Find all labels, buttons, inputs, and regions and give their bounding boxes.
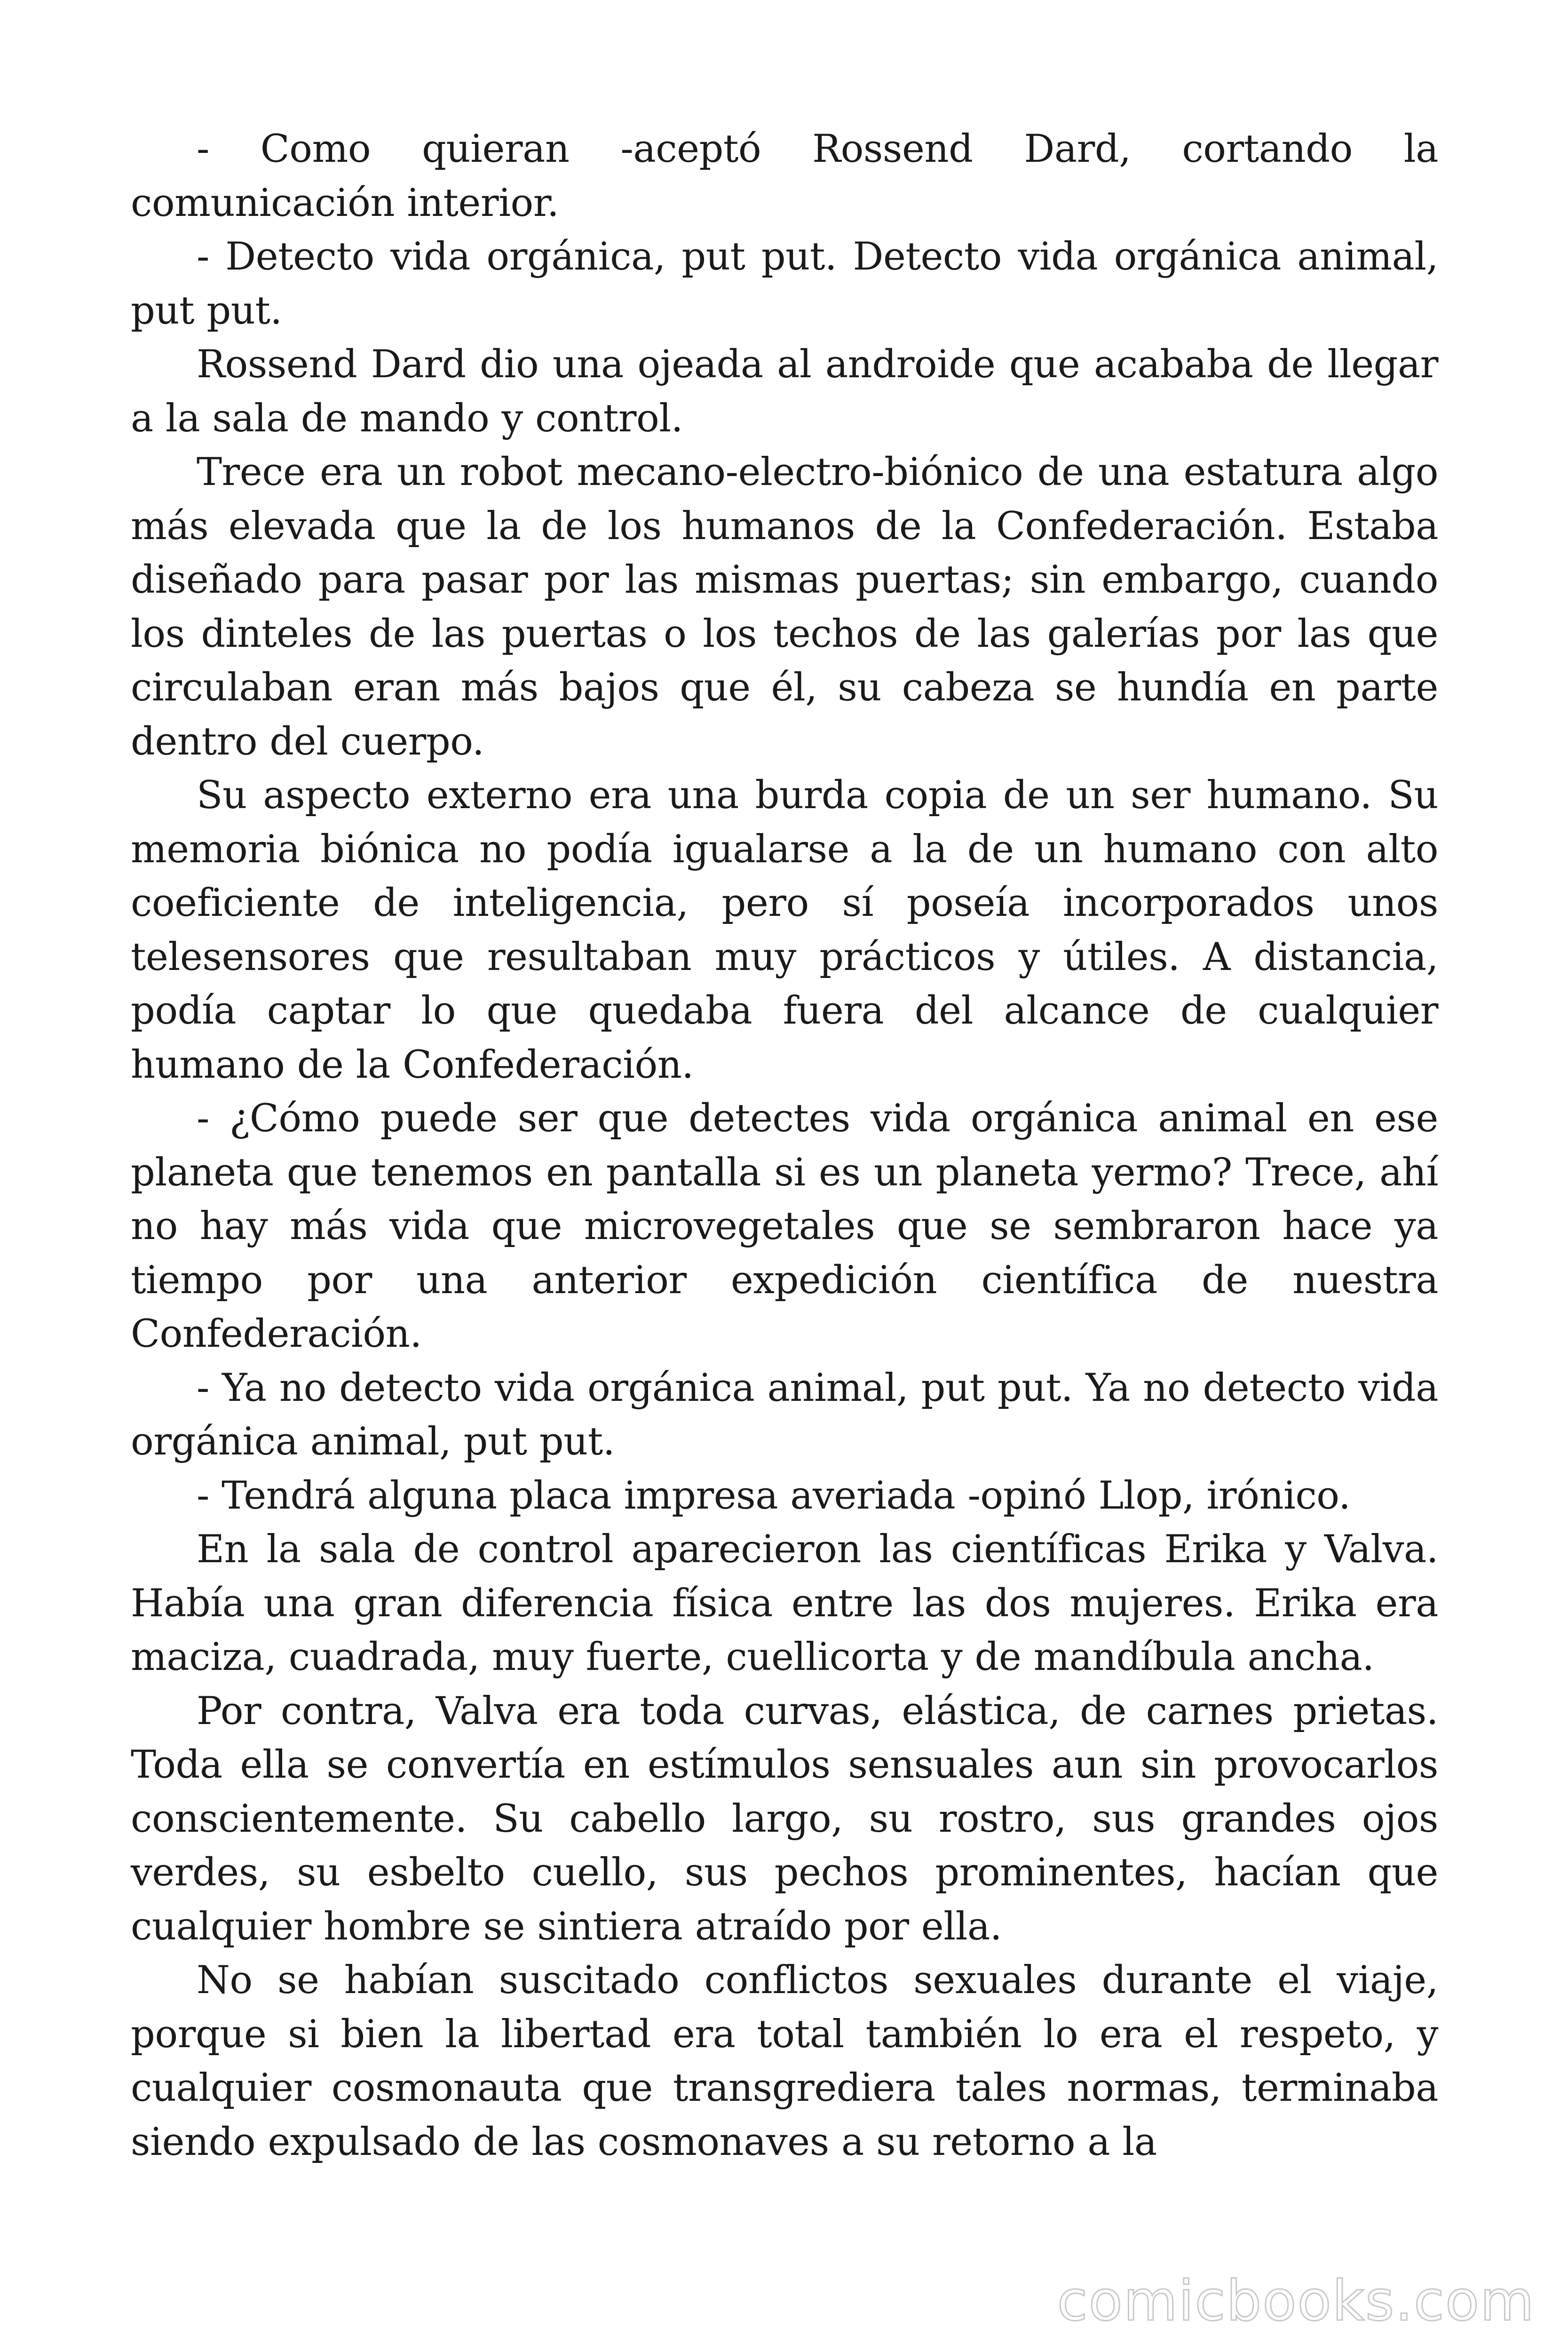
watermark: comicbooks.com xyxy=(1057,2268,1535,2333)
paragraph: - Tendrá alguna placa impresa averiada -opinó Llop, irónico. xyxy=(197,1473,1351,1518)
paragraph: En la sala de control aparecieron las científicas Erika y Valva. Había una gran diferencia física entre las dos mujeres. Erika era maciza, cuadrada, muy fuerte, cuellicorta y de mandíbula ancha. xyxy=(131,1527,1438,1679)
paragraph: Por contra, Valva era toda curvas, elástica, de carnes prietas. Toda ella se convertía en estímulos sensuales aun sin provocarlos conscientemente. Su cabello largo, su rostro, sus grandes ojos verdes, su esbelto cuello, sus pechos prominentes, hacían que cualquier hombre se sintiera atraído por ella. xyxy=(131,1689,1438,1949)
paragraph: Rossend Dard dio una ojeada al androide que acababa de llegar a la sala de mando y control. xyxy=(131,342,1438,441)
paragraph: Trece era un robot mecano-electro-biónico de una estatura algo más elevada que la de los humanos de la Confederación. Estaba diseñado para pasar por las mismas puertas; sin embargo, cuando los dinteles de las puertas o los techos de las galerías por las que circulaban eran más bajos que él, su cabeza se hundía en parte dentro del cuerpo. xyxy=(131,450,1438,764)
paragraph: No se habían suscitado conflictos sexuales durante el viaje, porque si bien la libertad era total también lo era el respeto, y cualquier cosmonauta que transgrediera tales normas, terminaba siendo expulsado de las cosmonaves a su retorno a la xyxy=(131,1958,1438,2164)
paragraph: Su aspecto externo era una burda copia de un ser humano. Su memoria biónica no podía igualarse a la de un humano con alto coeficiente de inteligencia, pero sí poseía incorporados unos telesensores que resultaban muy prácticos y útiles. A distancia, podía captar lo que quedaba fuera del alcance de cualquier humano de la Confederación. xyxy=(131,773,1438,1087)
page-text xyxy=(131,122,1438,2169)
paragraph: - ¿Cómo puede ser que detectes vida orgánica animal en ese planeta que tenemos en pantalla si es un planeta yermo? Trece, ahí no hay más vida que microvegetales que se sembraron hace ya tiempo por una anterior expedición científica de nuestra Confederación. xyxy=(131,1097,1438,1356)
paragraph: - Como quieran -aceptó Rossend Dard, cortando la comunicación interior. xyxy=(131,127,1438,225)
paragraph: - Detecto vida orgánica, put put. Detecto vida orgánica animal, put put. xyxy=(131,235,1438,333)
paragraph: - Ya no detecto vida orgánica animal, put put. Ya no detecto vida orgánica animal, put put. xyxy=(131,1366,1438,1464)
